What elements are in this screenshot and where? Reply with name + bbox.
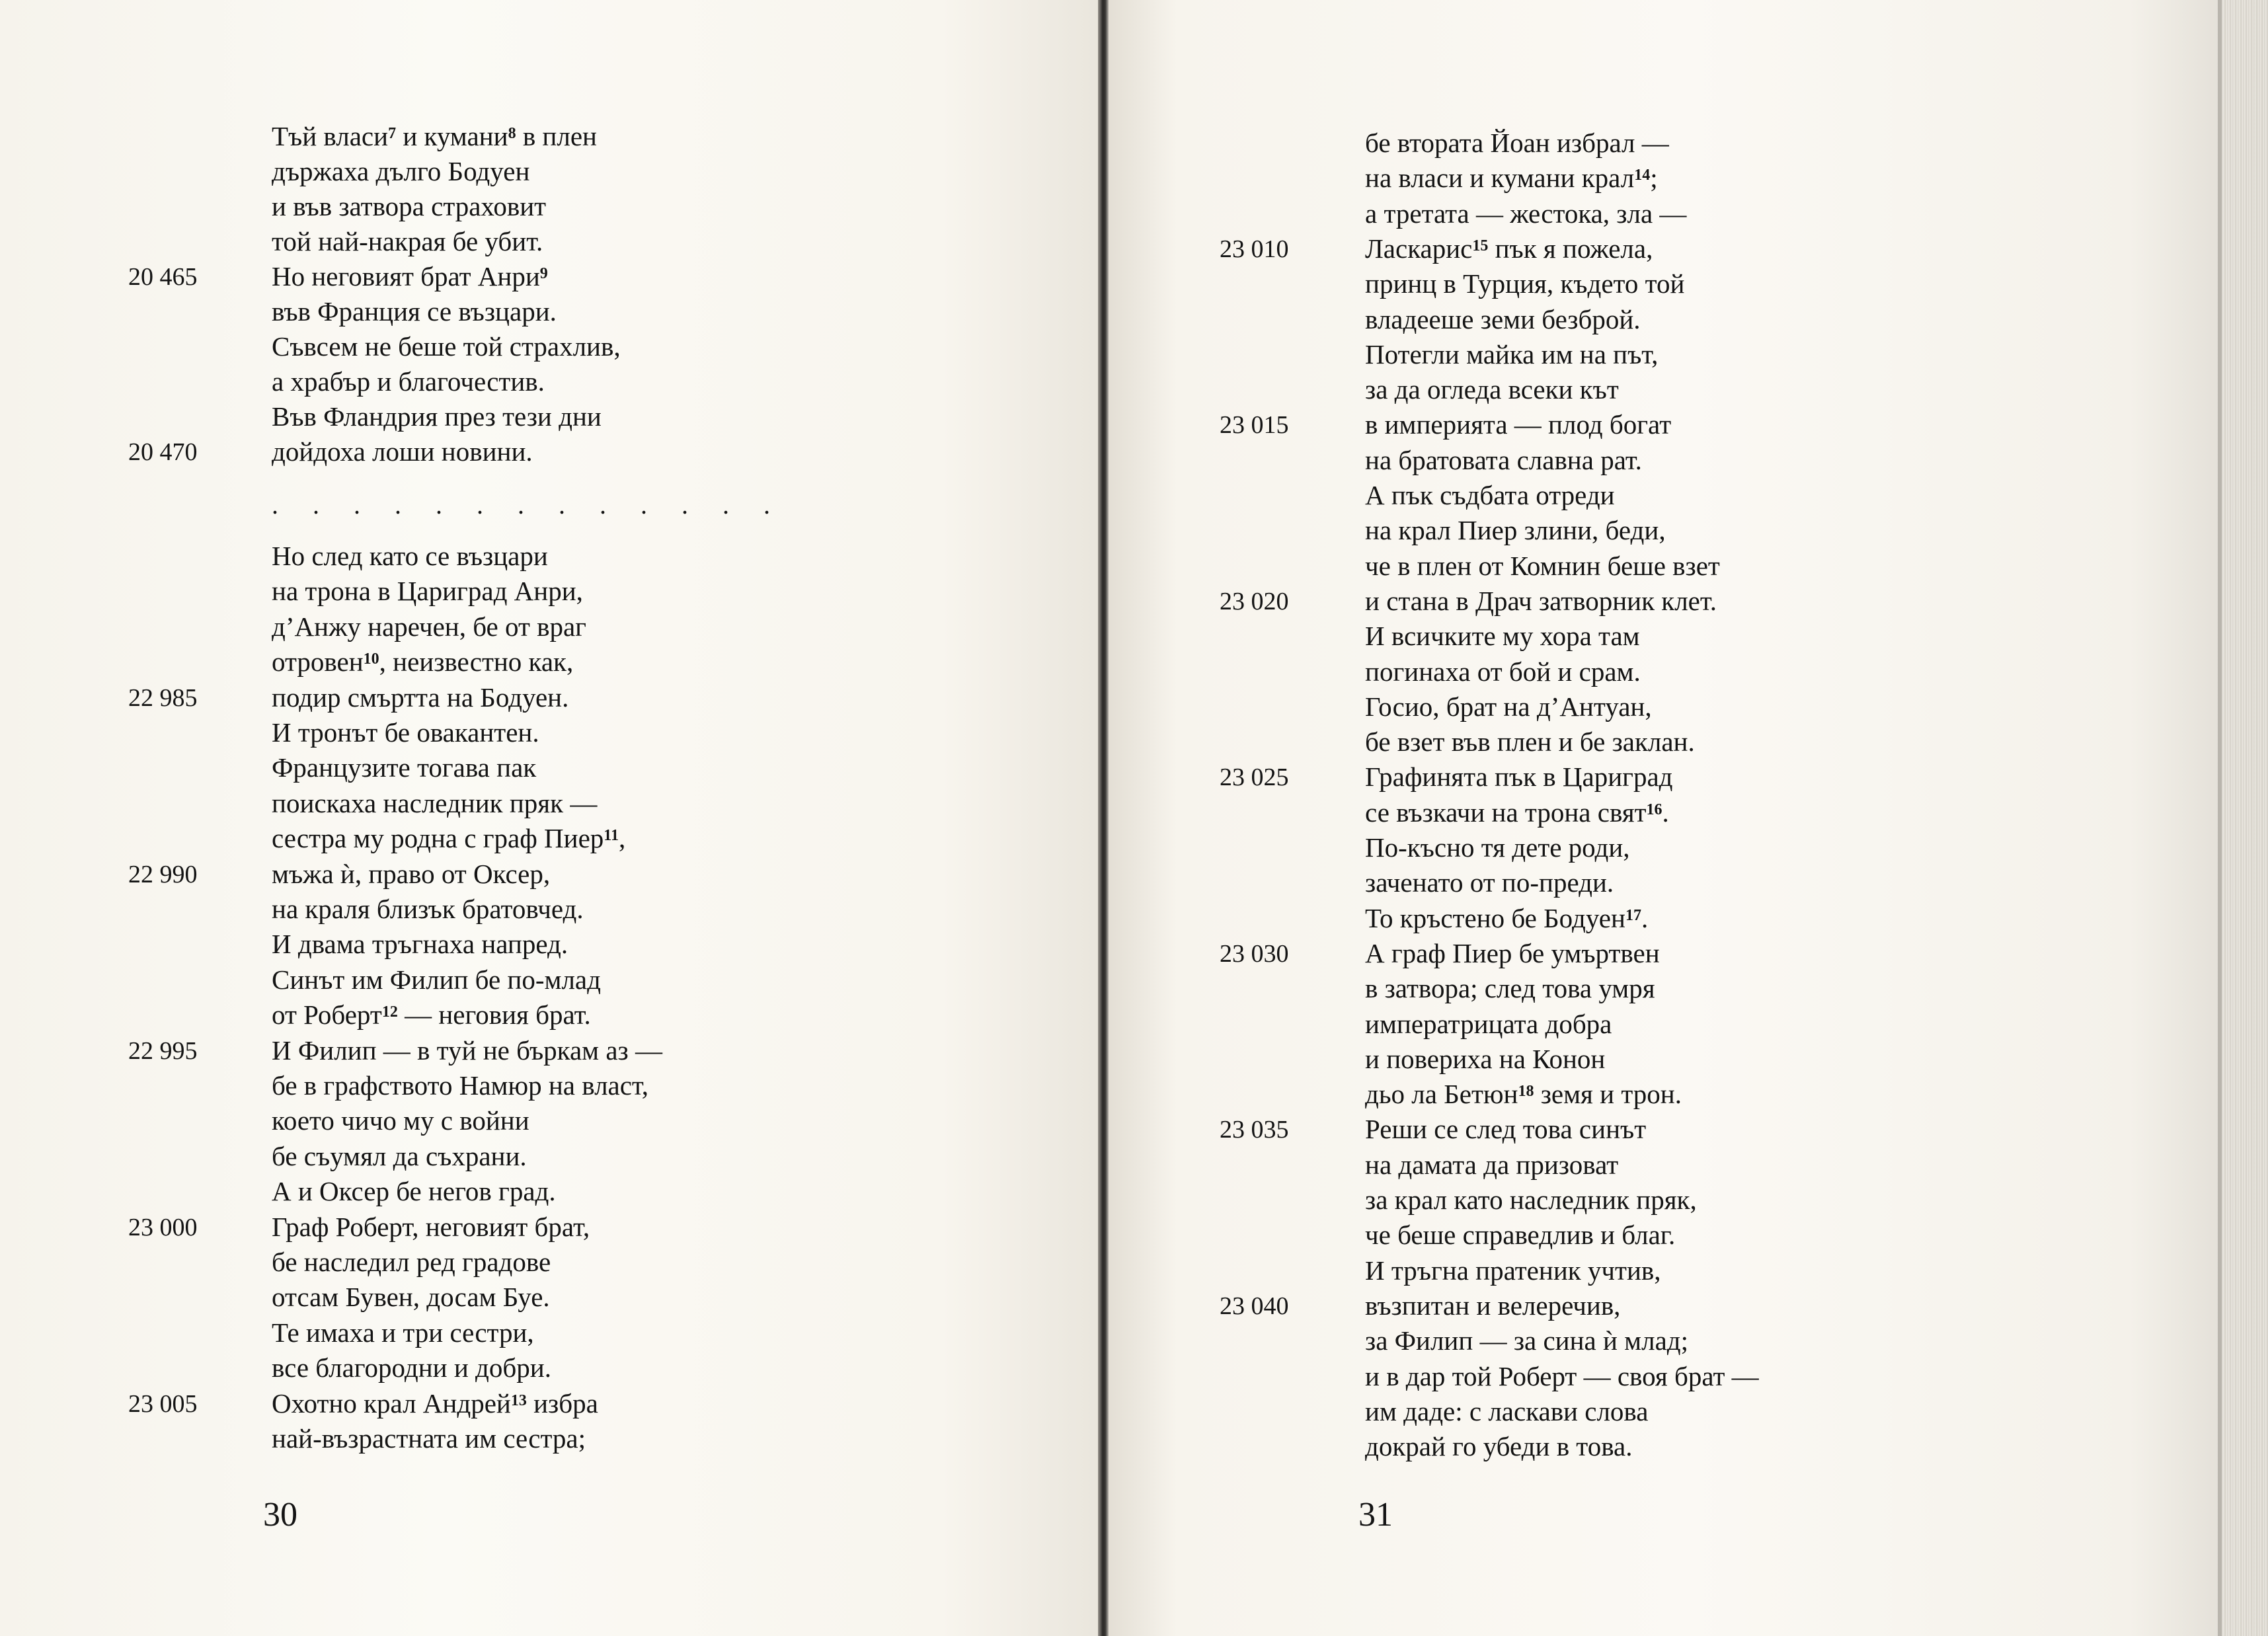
verse-text: ; [1650,163,1658,194]
line-number: 23 035 [1220,1116,1289,1144]
footnote-marker[interactable]: 8 [508,125,516,142]
verse-line [272,574,583,609]
verse-text: мъжа ѝ, право от Оксер, [272,858,551,889]
verse-text: се възкачи на трона свят [1365,797,1647,828]
verse-line [272,1315,534,1350]
verse-text: на власи и кумани крал [1365,163,1635,194]
verse-text: Граф Роберт, неговият брат, [272,1211,590,1242]
verse-line [1365,231,1653,266]
footnote-marker[interactable]: 16 [1646,800,1662,818]
page-number-left: 30 [263,1496,297,1534]
verse-text: И всичките му хора там [1365,621,1640,652]
verse-line [1365,1288,1620,1323]
verse-line [1365,1394,1648,1429]
verse-line [1365,1183,1697,1218]
verse-text: . [1662,797,1669,828]
verse-line [1365,1253,1661,1288]
verse-line [272,119,597,154]
line-number: 23 030 [1220,939,1289,968]
verse-line [1365,584,1717,619]
verse-line [1365,971,1655,1006]
verse-line [1365,478,1615,513]
verse-line [272,1245,551,1280]
verse-text: и в дар той Роберт — своя брат — [1365,1360,1759,1391]
verse-text: а третата — жестока, зла — [1365,198,1687,229]
verse-line [272,892,584,927]
verse-text: което чичо му с войни [272,1105,529,1136]
verse-text: най-възрастната им сестра; [272,1423,586,1454]
line-number: 23 010 [1220,235,1289,263]
verse-text: А граф Пиер бе умъртвен [1365,937,1660,968]
line-number: 23 025 [1220,763,1289,792]
line-number: 22 985 [128,683,198,712]
verse-text: на краля близък братовчед. [272,894,584,924]
verse-line [272,329,621,364]
verse-line [272,364,545,399]
verse-line [1365,760,1673,795]
verse-text: А пък съдбата отреди [1365,480,1615,510]
verse-line [272,609,586,644]
verse-line [272,294,557,329]
verse-line [272,1210,590,1245]
verse-text: на трона в Цариград Анри, [272,576,583,607]
verse-text: възпитан и велеречив, [1365,1290,1621,1321]
verse-line [1365,161,1658,196]
verse-line [272,750,536,785]
verse-line [1365,196,1686,231]
book-gutter [1098,0,1109,1636]
footnote-marker[interactable]: 14 [1634,167,1651,184]
verse-text: А и Оксер бе негов град. [272,1176,556,1207]
verse-text: . [1641,902,1649,933]
verse-text: бе в графството Намюр на власт, [272,1070,649,1101]
verse-text: Ласкарис [1365,233,1473,264]
verse-text: Но неговият брат Анри [272,261,540,292]
verse-text: държаха дълго Бодуен [272,156,530,186]
verse-text: във Франция се възцари. [272,296,557,327]
verse-line [272,644,573,680]
verse-line [272,154,529,189]
verse-text: И Филип — в туй не бъркам аз — [272,1034,662,1066]
line-number: 23 005 [128,1389,198,1418]
verse-text: и повериха на Конон [1365,1043,1606,1074]
verse-line [1365,443,1642,478]
verse-line [1365,1148,1618,1183]
verse-text: земя и трон. [1534,1079,1682,1110]
verse-text: принц в Турция, където той [1365,268,1685,299]
verse-line [272,715,539,750]
footnote-marker[interactable]: 18 [1518,1083,1534,1101]
line-number: 20 465 [128,263,198,291]
verse-text: бе наследил ред градове [272,1247,551,1277]
verse-text: бе съумял да съхрани. [272,1140,527,1171]
verse-text: И двама тръгнаха напред. [272,929,568,960]
verse-text: на крал Пиер злини, беди, [1365,515,1666,546]
verse-text: за да огледа всеки кът [1365,374,1619,405]
footnote-marker[interactable]: 15 [1472,237,1489,254]
verse-text: Във Фландрия през тези дни [272,401,602,432]
verse-line [272,1280,550,1315]
verse-text: заченато от по-преди. [1365,867,1614,898]
verse-line [1365,407,1671,442]
verse-text: погинаха от бой и срам. [1365,656,1641,687]
verse-text: за крал като наследник пряк, [1365,1185,1697,1215]
verse-line [272,857,550,892]
right-page [1107,0,2268,1636]
verse-text: поискаха наследник пряк — [272,787,598,818]
verse-text: сестра му родна с граф Пиер [272,823,604,854]
footnote-marker[interactable]: 12 [381,1003,398,1021]
verse-text: дойдоха лоши новини. [272,436,533,467]
line-number: 23 000 [128,1213,198,1241]
left-page [0,0,1107,1636]
verse-line [272,821,625,856]
line-number: 22 990 [128,860,198,888]
verse-line [1365,549,1720,584]
verse-text: бе втората Йоан избрал — [1365,128,1669,158]
verse-line [272,962,601,997]
verse-line [1365,1112,1646,1147]
verse-line [1365,901,1648,936]
line-number: 22 995 [128,1036,198,1065]
verse-text: Госио, брат на д’Антуан, [1365,691,1652,722]
verse-line [1365,337,1658,372]
verse-line [272,927,568,962]
verse-text: И тръгна пратеник учтив, [1365,1255,1661,1286]
verse-text: То кръстено бе Бодуен [1365,902,1625,933]
verse-text: подир смъртта на Бодуен. [272,682,569,713]
verse-text: пък я пожела, [1488,233,1653,264]
verse-line [1365,1077,1682,1112]
verse-line [272,1068,648,1103]
verse-text: и кумани [396,121,508,151]
verse-text: за Филип — за сина ѝ млад; [1365,1325,1689,1356]
verse-line [1365,1429,1632,1464]
verse-text: Но след като се възцари [272,541,548,571]
verse-line [272,399,602,434]
verse-text: д’Анжу наречен, бе от враг [272,611,586,642]
verse-line [272,1033,662,1068]
verse-line [272,539,548,574]
verse-text: на братовата славна рат. [1365,444,1642,475]
verse-line [1365,724,1695,760]
verse-text: Реши се след това синът [1365,1114,1647,1145]
verse-text: им даде: с ласкави слова [1365,1395,1649,1426]
verse-text: бе взет във плен и бе заклан. [1365,726,1695,758]
verse-text: в империята — плод богат [1365,409,1672,440]
verse-line [272,224,543,259]
footnote-marker[interactable]: 7 [388,125,397,142]
verse-line [1365,372,1619,407]
verse-line [272,1139,527,1174]
verse-text: отровен [272,646,364,678]
verse-text: Потегли майка им на път, [1365,338,1659,370]
verse-text: в плен [516,121,597,151]
verse-text: а храбър и благочестив. [272,366,545,397]
verse-text: докрай го убеди в това. [1365,1431,1633,1462]
footnote-marker[interactable]: 10 [363,650,379,668]
verse-text: владееше земи безброй. [1365,303,1641,334]
verse-line [1365,936,1660,971]
verse-text: и във затвора страховит [272,191,547,221]
ellipsis-divider: . . . . . . . . . . . . . [272,490,784,520]
verse-text: на дамата да призоват [1365,1149,1619,1180]
footnote-marker[interactable]: 13 [510,1391,527,1409]
verse-line [1365,1218,1675,1253]
footnote-marker[interactable]: 17 [1625,906,1641,924]
verse-line [1365,126,1669,161]
verse-line [1365,865,1614,900]
footnote-marker[interactable]: 11 [604,827,619,845]
verse-text: императрицата добра [1365,1008,1612,1039]
verse-line [272,997,591,1032]
verse-line [1365,1042,1605,1077]
verse-line [272,259,548,294]
footnote-marker[interactable]: 9 [539,265,548,282]
verse-line [1365,619,1640,654]
verse-text: И тронът бе овакантен. [272,717,539,748]
verse-line [1365,654,1641,689]
verse-text: от Роберт [272,999,382,1031]
verse-line [1365,795,1669,830]
verse-text: избра [526,1387,598,1419]
verse-line [1365,513,1666,548]
verse-text: Синът им Филип бе по-млад [272,964,601,995]
verse-text: в затвора; след това умря [1365,973,1655,1004]
line-number: 23 020 [1220,587,1289,615]
verse-text: отсам Бувен, досам Буе. [272,1282,550,1313]
verse-line [272,434,533,469]
verse-text: , неизвестно как, [379,646,574,678]
verse-text: Съвсем не беше той страхлив, [272,331,621,362]
verse-text: По-късно тя дете роди, [1365,832,1630,863]
verse-line [1365,266,1685,301]
verse-line [1365,1323,1688,1358]
verse-text: и стана в Драч затворник клет. [1365,585,1717,616]
verse-line [272,1421,586,1456]
verse-line [272,189,546,224]
verse-line [272,680,568,715]
line-number: 23 040 [1220,1292,1289,1320]
verse-line [272,1386,598,1421]
page-number-right: 31 [1358,1496,1393,1534]
verse-line [272,1350,551,1385]
verse-text: все благородни и добри. [272,1352,551,1383]
verse-line [272,1174,556,1209]
verse-text: Охотно крал Андрей [272,1387,511,1419]
verse-text: Тъй власи [272,121,389,151]
verse-line [1365,1007,1612,1042]
verse-line [1365,302,1641,337]
verse-text: че беше справедлив и благ. [1365,1220,1676,1251]
verse-text: той най-накрая бе убит. [272,226,543,256]
verse-text: , [618,823,626,854]
line-number: 23 015 [1220,411,1289,440]
page-edges [2222,0,2268,1636]
verse-line [1365,830,1630,865]
verse-line [272,786,597,821]
verse-text: Те имаха и три сестри, [272,1317,534,1348]
verse-text: дьо ла Бетюн [1365,1079,1518,1110]
verse-line [272,1103,529,1138]
verse-line [1365,1359,1759,1394]
line-number: 20 470 [128,438,198,466]
verse-text: Французите тогава пак [272,752,537,783]
verse-text: Графинята пък в Цариград [1365,761,1673,793]
verse-text: че в плен от Комнин беше взет [1365,550,1720,581]
verse-line [1365,689,1652,724]
verse-text: — неговия брат. [397,999,591,1031]
